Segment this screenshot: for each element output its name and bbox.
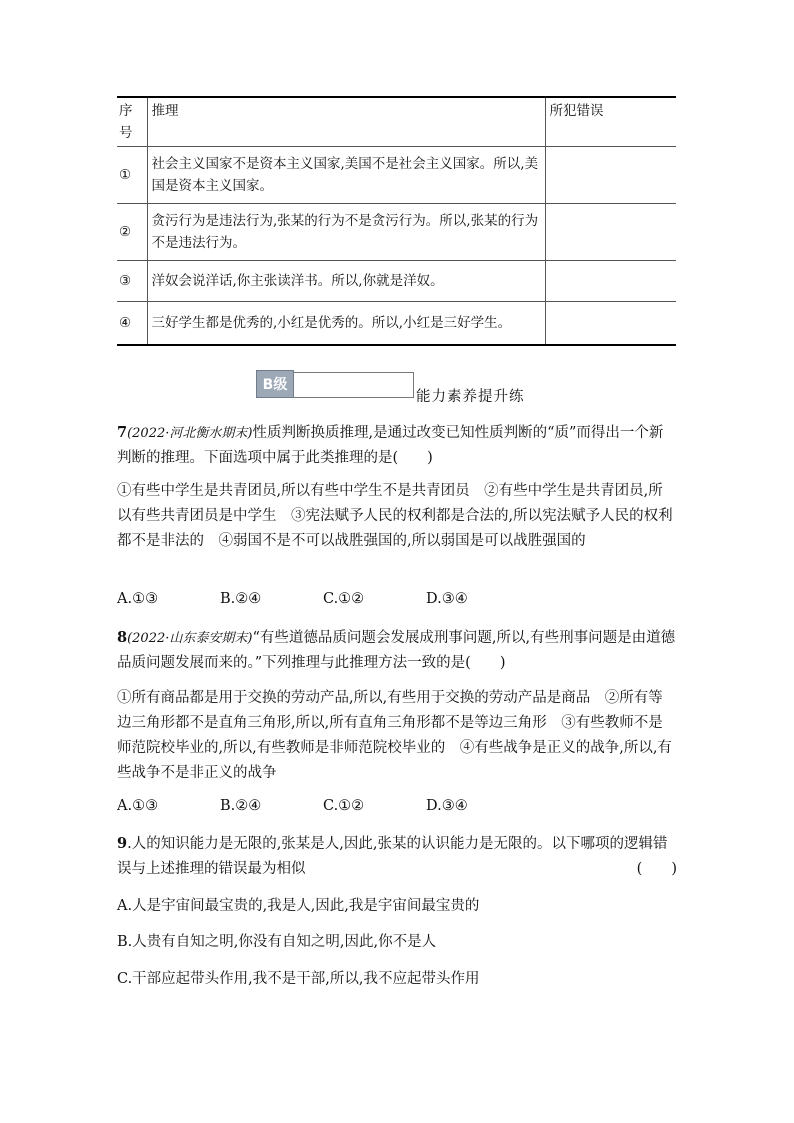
row-no: ④ xyxy=(117,302,147,345)
level-badge: B级 xyxy=(256,370,294,398)
row-error xyxy=(545,302,676,345)
question-8-stem xyxy=(117,625,677,676)
row-no: ① xyxy=(117,147,147,204)
row-error xyxy=(545,204,676,261)
question-number: 9 xyxy=(117,835,128,852)
option-c: C.①② xyxy=(323,591,365,607)
question-8-options xyxy=(117,798,557,814)
question-text: “有些道德品质问题会发展成刑事问题,所以,有些刑事问题是由道德品质问题发展而来的。”下列推理与此推理方法一致的是( ) xyxy=(117,630,676,671)
question-text: .人的知识能力是无限的,张某是人,因此,张某的认识能力是无限的。以下哪项的逻辑错误与上述推理的错误最为相似 xyxy=(117,836,668,877)
row-error xyxy=(545,147,676,204)
question-9-option-b: B.人贵有自知之明,你没有自知之明,因此,你不是人 xyxy=(117,934,437,950)
row-no: ② xyxy=(117,204,147,261)
row-no: ③ xyxy=(117,261,147,302)
section-title: 能力素养提升练 xyxy=(416,389,525,405)
header-reasoning: 推理 xyxy=(147,97,545,147)
question-source: (2022·山东泰安期末) xyxy=(127,631,253,646)
table-row xyxy=(117,147,676,204)
answer-paren: ( ) xyxy=(636,861,677,877)
question-9-option-c: C.干部应起带头作用,我不是干部,所以,我不应起带头作用 xyxy=(117,971,480,987)
row-text: 洋奴会说洋话,你主张读洋书。所以,你就是洋奴。 xyxy=(147,261,545,302)
question-7-statements: ①有些中学生是共青团员,所以有些中学生不是共青团员 ②有些中学生是共青团员,所以有些共青团员是中学生 ③宪法赋予人民的权利都是合法的,所以宪法赋予人民的权利都不是非法的 ④弱国不是不可以战胜强国的,所以弱国是可以战胜强国的 xyxy=(117,483,673,549)
row-text: 贪污行为是违法行为,张某的行为不是贪污行为。所以,张某的行为不是违法行为。 xyxy=(147,204,545,261)
question-9-option-a: A.人是宇宙间最宝贵的,我是人,因此,我是宇宙间最宝贵的 xyxy=(117,898,480,914)
option-c: C.①② xyxy=(323,798,365,814)
question-text: 性质判断换质推理,是通过改变已知性质判断的“质”而得出一个新判断的推理。下面选项中属于此类推理的是( ) xyxy=(117,425,664,466)
header-no: 序号 xyxy=(117,97,147,147)
table-header-row xyxy=(117,97,676,147)
header-error: 所犯错误 xyxy=(545,97,676,147)
question-8-statements: ①所有商品都是用于交换的劳动产品,所以,有些用于交换的劳动产品是商品 ②所有等边三角形都不是直角三角形,所以,所有直角三角形都不是等边三角形 ③有些教师不是师范院校毕业的,所以,有些教师是非师范院校毕业的 ④有些战争是正义的战争,所以,有些战争不是非正义的战争 xyxy=(117,690,672,781)
question-7-options xyxy=(117,591,557,607)
option-a: A.①③ xyxy=(117,591,159,607)
option-d: D.③④ xyxy=(426,798,468,814)
option-b: B.②④ xyxy=(220,798,262,814)
section-banner xyxy=(256,370,525,405)
reasoning-table xyxy=(117,96,676,346)
question-source: (2022·河北衡水期末) xyxy=(127,426,253,441)
banner-box xyxy=(294,372,414,398)
table-row xyxy=(117,302,676,345)
question-7-stem xyxy=(117,420,677,471)
question-number: 8 xyxy=(117,629,128,646)
question-number: 7 xyxy=(117,424,128,441)
option-d: D.③④ xyxy=(426,591,468,607)
option-b: B.②④ xyxy=(220,591,262,607)
option-a: A.①③ xyxy=(117,798,159,814)
question-9-stem xyxy=(117,831,677,882)
row-text: 社会主义国家不是资本主义国家,美国不是社会主义国家。所以,美国是资本主义国家。 xyxy=(147,147,545,204)
table-row xyxy=(117,261,676,302)
table-row xyxy=(117,204,676,261)
row-text: 三好学生都是优秀的,小红是优秀的。所以,小红是三好学生。 xyxy=(147,302,545,345)
row-error xyxy=(545,261,676,302)
